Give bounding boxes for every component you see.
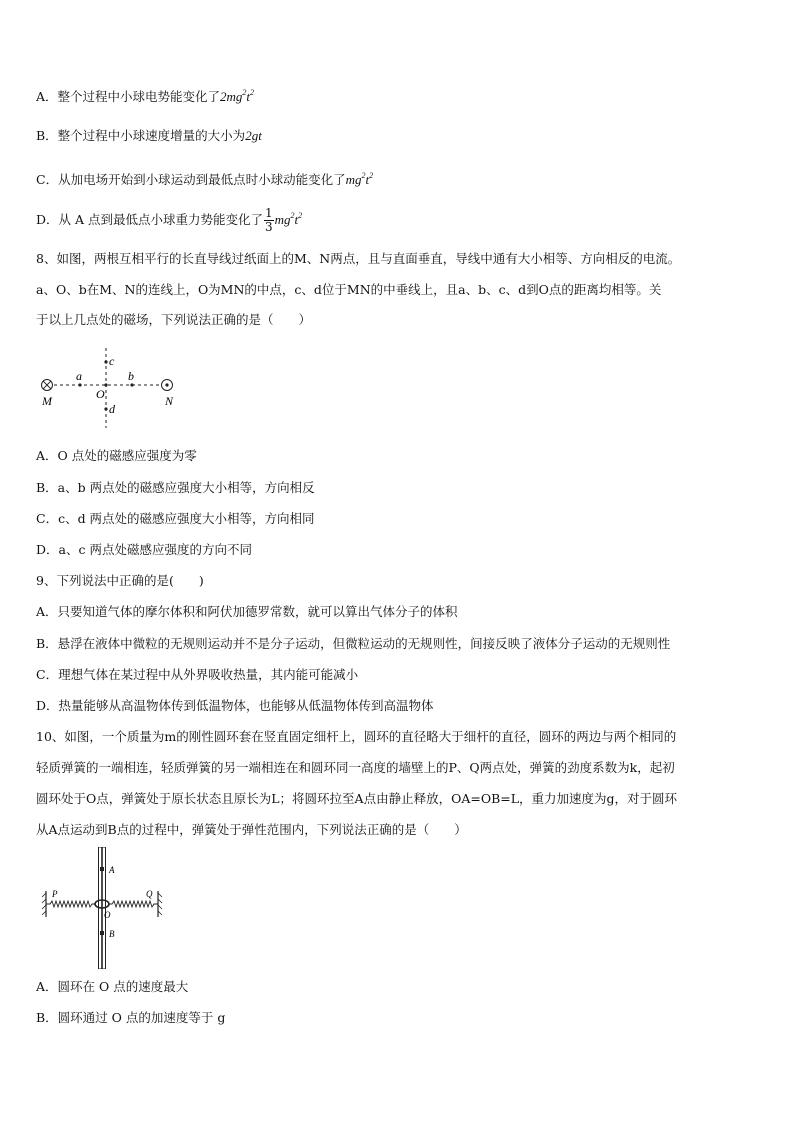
right-wall xyxy=(158,891,162,917)
option-text: A．整个过程中小球电势能变化了 xyxy=(36,89,221,104)
option-text: B．整个过程中小球速度增量的大小为 xyxy=(36,128,246,143)
wire-n-out-of-page-icon xyxy=(162,380,173,391)
right-spring xyxy=(108,901,158,907)
q9-option-a: A．只要知道气体的摩尔体积和阿伏加德罗常数，就可以算出气体分子的体积 xyxy=(36,604,458,619)
q9-stem: 9、下列说法中正确的是( ) xyxy=(36,573,204,588)
label-a: a xyxy=(76,369,82,383)
point-a xyxy=(78,383,81,386)
label-q: Q xyxy=(146,889,153,899)
point-b-marker xyxy=(100,931,104,935)
q7-option-d xyxy=(36,206,302,234)
q10-stem-line-3: 圆环处于O点，弹簧处于原长状态且原长为L；将圆环拉至A点由静止释放，OA=OB=L，重力加速度为g，对于圆环 xyxy=(36,791,678,806)
q10-option-b: B．圆环通过 O 点的加速度等于 g xyxy=(36,1010,226,1025)
formula: 2gt xyxy=(245,128,262,143)
left-spring xyxy=(46,901,96,907)
q8-option-d: D．a、c 两点处磁感应强度的方向不同 xyxy=(36,542,252,557)
q8-stem-line-1: 8、如图，两根互相平行的长直导线过纸面上的M、N两点，且与直面垂直，导线中通有大小相等、方向相反的电流。 xyxy=(36,251,681,266)
left-wall xyxy=(42,891,46,917)
q10-option-a: A．圆环在 O 点的速度最大 xyxy=(36,979,189,994)
label-p: P xyxy=(52,889,58,899)
q8-option-a: A．O 点处的磁感应强度为零 xyxy=(36,448,197,463)
q7-option-a xyxy=(36,89,254,105)
option-text: D．从 A 点到最低点小球重力势能变化了 xyxy=(36,212,263,227)
label-d: d xyxy=(109,402,115,416)
label-o: O xyxy=(96,387,105,401)
q10-stem-line-4: 从A点运动到B点的过程中，弹簧处于弹性范围内，下列说法正确的是（ ） xyxy=(36,822,467,837)
label-m: M xyxy=(42,394,52,408)
formula: $mg^2t^2$ xyxy=(274,211,303,227)
label-a: A xyxy=(109,865,115,875)
q8-stem-line-2: a、O、b在M、N的连线上，O为MN的中点，c、d位于MN的中垂线上，且a、b、c、d到O点的距离均相等。关 xyxy=(36,282,662,297)
label-n: N xyxy=(165,394,174,408)
formula: $mg^2t^2$ xyxy=(345,171,374,187)
label-b: b xyxy=(128,369,134,383)
point-o xyxy=(104,383,107,386)
q10-stem-line-2: 轻质弹簧的一端相连，轻质弹簧的另一端相连在和圆环同一高度的墙壁上的P、Q两点处，弹簧的劲度系数为k，起初 xyxy=(36,760,675,775)
q8-option-c: C．c、d 两点处的磁感应强度大小相等，方向相同 xyxy=(36,511,315,526)
point-d xyxy=(104,407,107,410)
label-o: O xyxy=(104,910,111,920)
q8-stem-line-3: 于以上几点处的磁场，下列说法正确的是（ ） xyxy=(36,312,312,327)
q9-option-d: D．热量能够从高温物体传到低温物体，也能够从低温物体传到高温物体 xyxy=(36,698,434,713)
formula: $2mg^2t^2$ xyxy=(220,88,255,104)
q9-option-c: C．理想气体在某过程中从外界吸收热量，其内能可能减小 xyxy=(36,667,359,682)
option-text: C．从加电场开始到小球运动到最低点时小球动能变化了 xyxy=(36,172,346,187)
q7-option-c xyxy=(36,172,373,188)
fraction: $\frac{1}{3}$ xyxy=(265,206,273,234)
q10-stem-line-1: 10、如图，一个质量为m的刚性圆环套在竖直固定细杆上，圆环的直径略大于细杆的直径，圆环的两边与两个相同的 xyxy=(36,729,677,744)
q8-magnetic-field-figure xyxy=(36,346,186,432)
q9-option-b: B．悬浮在液体中微粒的无规则运动并不是分子运动，但微粒运动的无规则性，间接反映了液体分子运动的无规则性 xyxy=(36,636,671,651)
point-c xyxy=(104,360,107,363)
point-a-marker xyxy=(100,867,104,871)
q8-option-b: B．a、b 两点处的磁感应强度大小相等，方向相反 xyxy=(36,480,315,495)
wire-m-into-page-icon xyxy=(42,380,53,391)
point-b xyxy=(130,383,133,386)
label-b: B xyxy=(109,929,115,939)
label-c: c xyxy=(109,354,115,368)
q7-option-b xyxy=(36,128,262,144)
q10-ring-spring-figure xyxy=(40,847,166,969)
